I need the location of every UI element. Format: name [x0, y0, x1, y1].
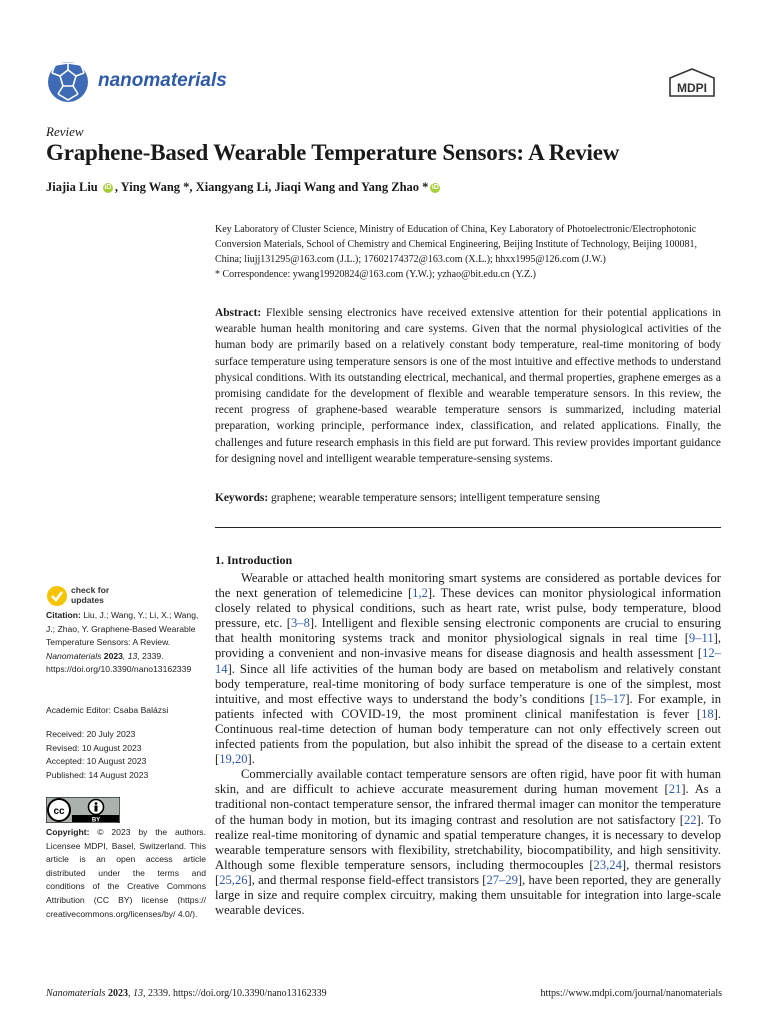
copyright-text: © 2023 by the authors. Licensee MDPI, Basel, Switzerland. This article is an open access article distributed under the terms and conditions of the Creative Commons Attribution (CC BY) license (https:// creativecommons.org/licenses/by/ 4.0/).	[46, 827, 206, 919]
journal-name[interactable]: nanomaterials	[98, 70, 227, 91]
abstract-label: Abstract:	[215, 307, 262, 319]
check-for-updates-badge[interactable]	[46, 584, 146, 608]
citation-link[interactable]: 3–8	[291, 616, 310, 631]
citation-link[interactable]: 19,20	[219, 752, 248, 767]
check-updates-icon	[46, 585, 68, 607]
citation-link[interactable]: 22	[683, 812, 697, 827]
footer-volume: , 13	[127, 988, 143, 999]
text-run: ]. Since all life activities of the human body are based on metabolism and relatively constant body temperature, real-time monitoring of body surface temperature is one of the simplest, most intuitive, and most effective ways to understand the body’s conditions [	[215, 661, 721, 706]
received-date: Received: 20 July 2023	[46, 729, 136, 739]
affiliation-block	[215, 222, 721, 282]
citation-link[interactable]: 1,2	[412, 586, 428, 601]
orcid-icon[interactable]: iD	[431, 184, 439, 191]
accepted-date: Accepted: 10 August 2023	[46, 756, 147, 767]
text-run: ], thermal resistors [	[215, 857, 721, 887]
correspondence: * Correspondence: ywang19920824@163.com (Y.W.); yzhao@bit.edu.cn (Y.Z.)	[215, 269, 536, 280]
author-first: Jiajia Liu	[46, 180, 98, 194]
citation-link[interactable]: 15–17	[593, 691, 626, 706]
citation-doi[interactable]: , 2339. https://doi.org/10.3390/nano13162339	[46, 650, 192, 675]
article-title: Graphene-Based Wearable Temperature Sensors: A Review	[46, 140, 620, 165]
academic-editor: Academic Editor: Csaba Balázsi	[46, 705, 169, 715]
nanomaterials-logo-icon	[46, 60, 90, 104]
by-mark: BY	[91, 817, 101, 823]
footer-journal-url[interactable]: https://www.mdpi.com/journal/nanomaterials	[540, 988, 722, 999]
citation-link[interactable]: 21	[668, 782, 682, 797]
introduction-body	[215, 571, 721, 918]
citation-journal: Nanomaterials	[46, 650, 102, 661]
copyright-block	[46, 826, 206, 921]
section-divider	[215, 527, 721, 528]
text-run: ], and thermal response field-effect transistors [	[247, 872, 487, 887]
abstract-text: Flexible sensing electronics have received extensive attention for their potential applications in wearable human health monitoring and care systems. Given that the normal physiological activities of the human body are primarily based on a relatively constant body temperature, real-time monitoring of body surface temperature using temperature sensors is one of the most intuitive and effective methods to understand physical conditions. With its outstanding electrical, mechanical, and thermal properties, graphene emerges as a promising candidate for the development of flexible and wearable temperature sensors. In this review, the recent progress of graphene-based wearable temperature sensors is summarized, including material preparation, working principle, performance index, classification, and related applications. Finally, the challenges and future research emphasis in this field are put forward. This review provides important guidance for designing novel and intelligent wearable temperature-sensing systems.	[215, 307, 721, 465]
publisher-name: MDPI	[677, 81, 707, 95]
text-run: ]. For example, in patients infected with COVID-19, the most prominent clinical manifestation is fever [	[215, 691, 722, 721]
cc-by-license-icon[interactable]	[46, 797, 120, 823]
footer-journal: Nanomaterials	[46, 988, 106, 999]
text-run: Wearable or attached health monitoring smart systems are considered as portable devices for the next generation of telemedicine [	[215, 571, 721, 601]
citation-text: Liu, J.; Wang, Y.; Li, X.; Wang, J.; Zhao, Y. Graphene-Based Wearable Temperature Sensors: A Review.	[46, 610, 199, 648]
paragraph	[215, 571, 721, 767]
footer-citation	[46, 988, 327, 999]
text-run: ]. Intelligent and flexible sensing electronic components are crucial to ensuring that health monitoring systems track and monitor physiological signals in real time [	[215, 616, 721, 646]
affiliation: Key Laboratory of Cluster Science, Ministry of Education of China, Key Laboratory of Photoelectronic/Electrophotonic Conversion Materials, School of Chemistry and Chemical Engineering, Beijing Institute of Technology, Beijing 100081, China; liujj131295@163.com (J.L.); 17602174372@163.com (X.L.); hhxx1995@126.com (J.W.)	[215, 224, 698, 265]
dates-block	[46, 728, 206, 782]
published-date: Published: 14 August 2023	[46, 769, 149, 780]
text-run: ]. To realize real-time monitoring of dynamic and spatial temperature changes, it is necessary to develop wearable temperature sensors with flexibility, stretchability, biocompatibility, and high sensitivity. Although some flexible temperature sensors, including thermocouples [	[215, 812, 721, 872]
citation-link[interactable]: 12–14	[215, 646, 721, 676]
citation-volume: , 13	[122, 650, 138, 661]
citation-link[interactable]: 18	[701, 706, 714, 721]
citation-block	[46, 609, 206, 677]
abstract	[215, 305, 721, 467]
author-list	[46, 180, 442, 195]
text-run: Commercially available contact temperature sensors are often rigid, have poor fit with human skin, and are difficult to achieve accurate measurement during human movement [	[215, 767, 721, 797]
keywords-text: graphene; wearable temperature sensors; intelligent temperature sensing	[271, 492, 600, 504]
text-run: ], have been reported, they are generally large in size and require complex circuitry, making them unsuitable for integration into large-scale wearable devices.	[215, 872, 721, 918]
text-run: ]. Continuous real-time detection of human body temperature can not only effectively screen out infected patients from the population, but also inhibit the spread of the disease to a certain extent [	[215, 706, 721, 767]
copyright-label: Copyright:	[46, 827, 90, 837]
citation-link[interactable]: 25,26	[219, 872, 248, 887]
citation-link[interactable]: 27–29	[486, 872, 518, 887]
keywords-label: Keywords:	[215, 492, 269, 504]
keywords	[215, 492, 721, 504]
footer-doi[interactable]: , 2339. https://doi.org/10.3390/nano13162339	[142, 988, 327, 999]
cc-mark: cc	[53, 806, 65, 817]
revised-date: Revised: 10 August 2023	[46, 742, 142, 753]
check-updates-label: check for updates	[71, 585, 110, 605]
citation-year: 2023	[101, 650, 123, 661]
citation-label: Citation:	[46, 610, 81, 620]
paragraph	[215, 767, 721, 918]
article-type: Review	[46, 124, 84, 139]
citation-link[interactable]: 23,24	[593, 857, 622, 872]
text-run: ], providing a convenient and non-invasive means for disease diagnosis and health assessment [	[215, 631, 721, 661]
mdpi-logo-icon[interactable]	[668, 68, 716, 98]
orcid-icon[interactable]: iD	[104, 184, 112, 191]
text-run: ].	[247, 752, 255, 767]
section-heading: 1. Introduction	[215, 553, 293, 567]
citation-link[interactable]: 9–11	[688, 631, 714, 646]
footer-year: 2023	[105, 988, 128, 999]
text-run: ]. As a traditional non-contact temperature sensor, the infrared thermal imager can monitor the temperature of the human body in motion, but its imaging contrast and resolution are not satisfactory [	[215, 782, 721, 827]
author-rest: , Ying Wang *, Xiangyang Li, Jiaqi Wang and Yang Zhao *	[114, 180, 429, 194]
text-run: ]. These devices can monitor physiological information closely related to physical conditions, such as heart rate, wrist pulse, body temperature, blood pressure, etc. [	[215, 586, 721, 631]
